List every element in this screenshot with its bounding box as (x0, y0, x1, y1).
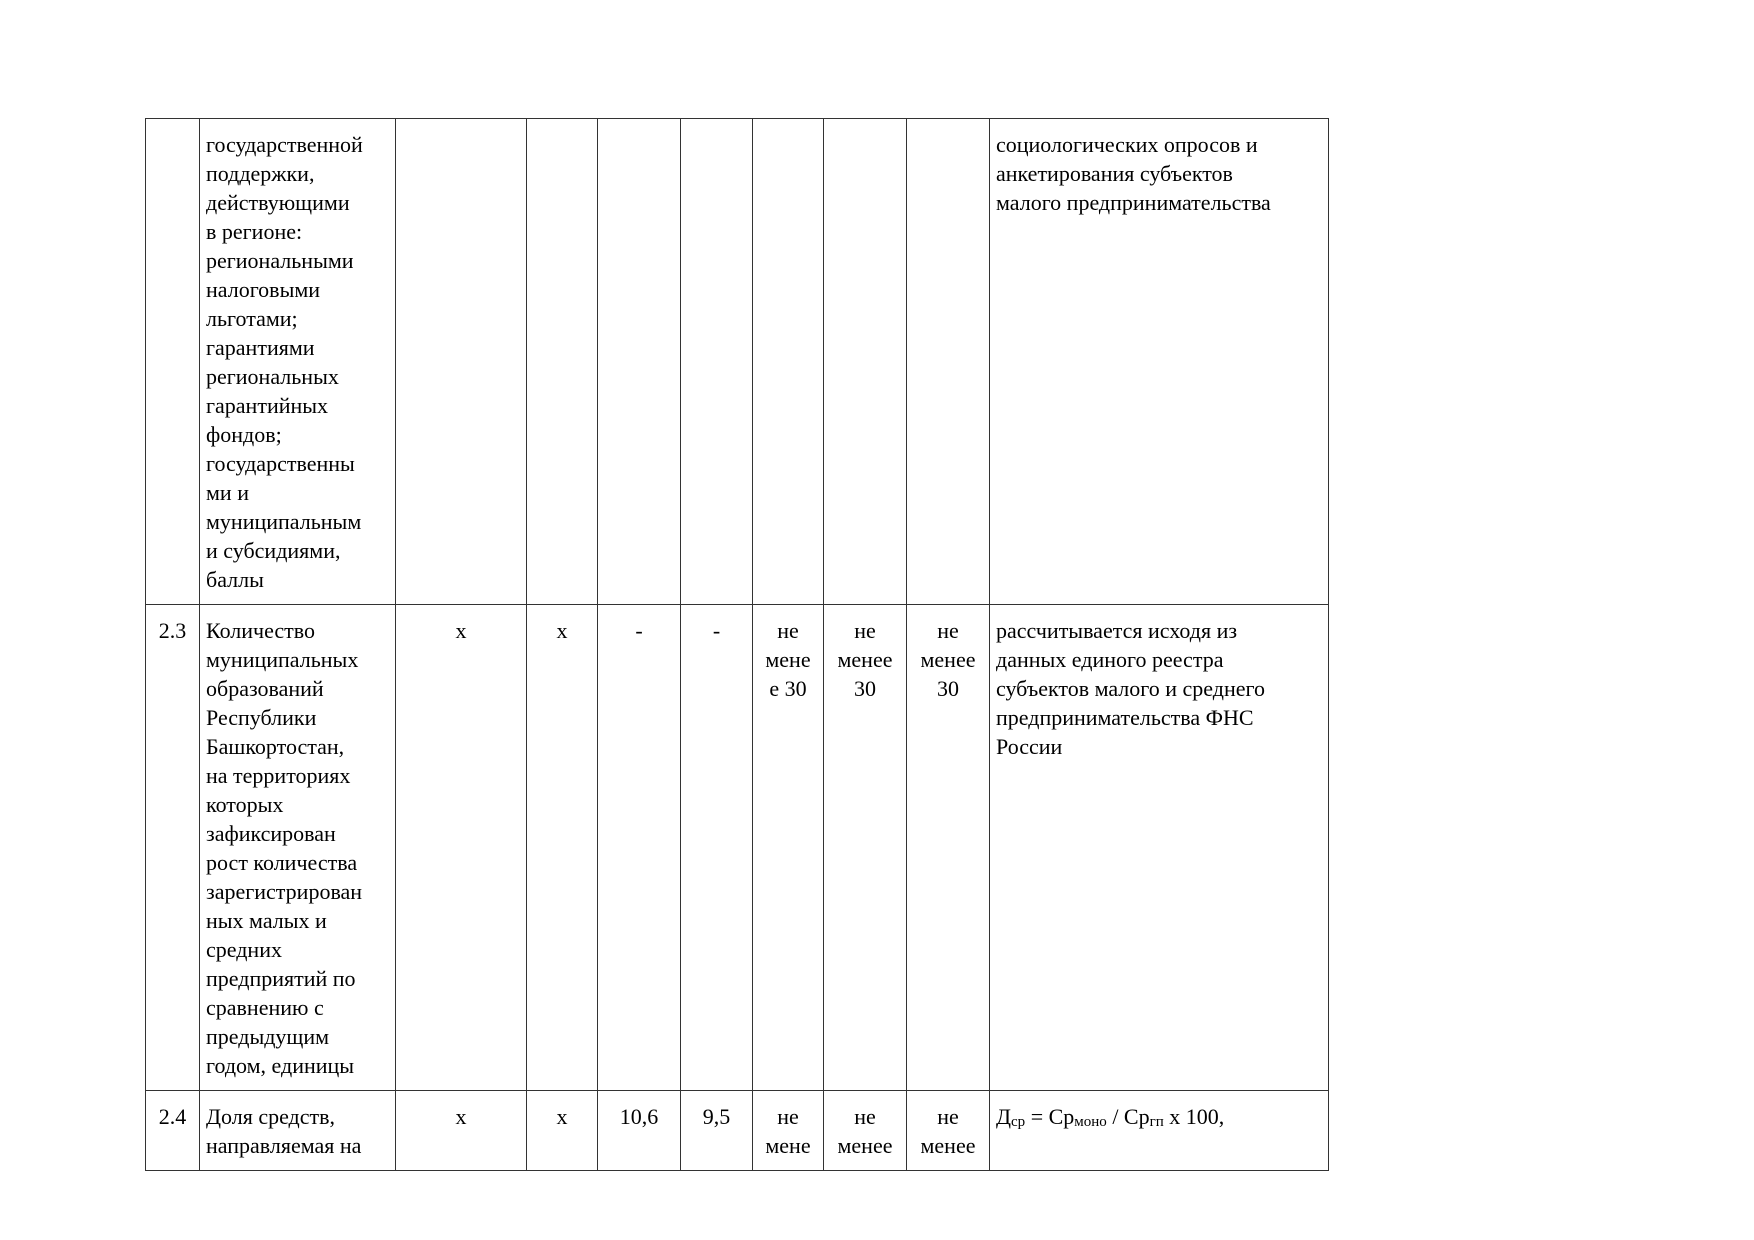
target-cell (824, 119, 907, 605)
row-number (146, 119, 200, 605)
target-cell: не менее (824, 1091, 907, 1171)
target-cell: не менее (907, 1091, 990, 1171)
value-cell: 10,6 (598, 1091, 681, 1171)
target-cell: не менее 30 (824, 605, 907, 1091)
target-cell: не мене (753, 1091, 824, 1171)
indicators-table (145, 118, 1329, 1171)
value-cell: - (598, 605, 681, 1091)
value-cell (681, 119, 753, 605)
indicator-name: Количество муниципальных образований Республики Башкортостан, на территориях которых зафиксирован рост количества зарегистрирован ных малых и средних предприятий по сравнению с предыдущим годом, единицы (200, 605, 396, 1091)
row-number: 2.4 (146, 1091, 200, 1171)
method-note: рассчитывается исходя из данных единого реестра субъектов малого и среднего предпринимательства ФНС России (990, 605, 1329, 1091)
value-cell: х (396, 605, 527, 1091)
value-cell: х (527, 605, 598, 1091)
value-cell (527, 119, 598, 605)
value-cell: 9,5 (681, 1091, 753, 1171)
value-cell: х (527, 1091, 598, 1171)
value-cell (396, 119, 527, 605)
table-row (146, 605, 1329, 1091)
value-cell: - (681, 605, 753, 1091)
table-row (146, 1091, 1329, 1171)
target-cell (907, 119, 990, 605)
value-cell (598, 119, 681, 605)
indicator-name: Доля средств, направляемая на (200, 1091, 396, 1171)
method-note: социологических опросов и анкетирования субъектов малого предпринимательства (990, 119, 1329, 605)
formula: $Д_{ср} = Ср_{моно} / Ср_{гп}$ х 100, (990, 1091, 1329, 1171)
value-cell: х (396, 1091, 527, 1171)
indicator-name: государственной поддержки, действующими в регионе: региональными налоговыми льготами; гарантиями региональных гарантийных фондов; государственны ми и муниципальным и субсидиями, баллы (200, 119, 396, 605)
row-number: 2.3 (146, 605, 200, 1091)
table-row (146, 119, 1329, 605)
target-cell (753, 119, 824, 605)
target-cell: не мене е 30 (753, 605, 824, 1091)
target-cell: не менее 30 (907, 605, 990, 1091)
